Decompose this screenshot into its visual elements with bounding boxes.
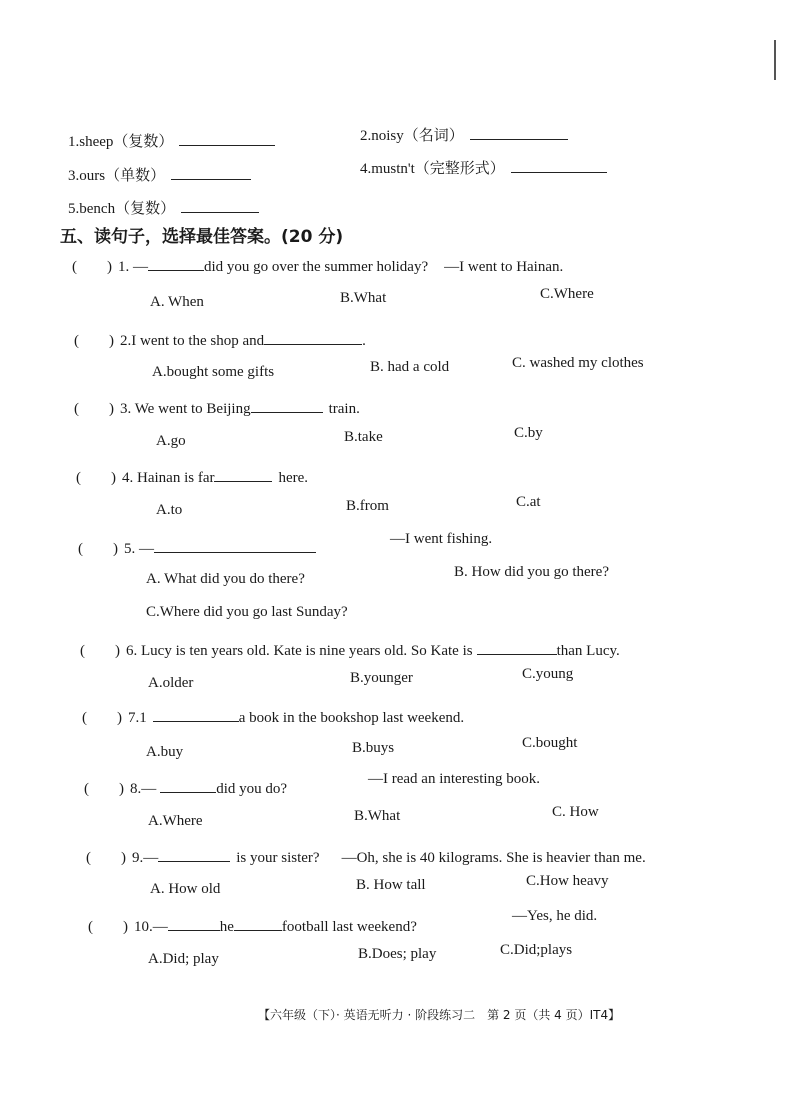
reply-text: —I went fishing. [390, 531, 493, 547]
question-text: 2.I went to the shop and [120, 333, 265, 349]
option-b[interactable]: B.take [344, 429, 383, 445]
option-c[interactable]: C.at [516, 494, 541, 510]
answer-paren[interactable]: ( ) [72, 259, 112, 275]
option-b[interactable]: B. How did you go there? [454, 564, 609, 580]
question-text: did you do? [216, 781, 288, 797]
word-form-5 [68, 197, 259, 218]
reply-text: —I read an interesting book. [368, 771, 541, 787]
answer-blank[interactable] [511, 158, 607, 173]
answer-paren[interactable]: ( ) [88, 919, 128, 935]
question-text: 5. — [124, 541, 154, 557]
reply-text: —I went to Hainan. [444, 259, 564, 275]
option-a[interactable]: A.go [156, 433, 186, 449]
question-6 [80, 640, 620, 660]
question-text: 3. We went to Beijing [120, 401, 251, 417]
answer-blank[interactable] [168, 916, 220, 931]
question-text: 1. — [118, 259, 148, 275]
question-text: 7.1 [128, 710, 147, 726]
option-a[interactable]: A. How old [150, 881, 221, 897]
question-text: a book in the bookshop last weekend. [238, 710, 465, 726]
option-b[interactable]: B.from [346, 498, 389, 514]
question-text: . [362, 333, 366, 349]
reply-text: —Yes, he did. [512, 908, 598, 924]
option-c[interactable]: C.How heavy [526, 873, 609, 889]
option-c[interactable]: C. How [552, 804, 599, 820]
answer-blank[interactable] [234, 916, 282, 931]
question-text: football last weekend? [281, 919, 417, 935]
option-a[interactable]: A.Did; play [148, 951, 219, 967]
question-text: 4. Hainan is far [122, 470, 215, 486]
option-b[interactable]: B.What [354, 808, 401, 824]
option-a[interactable]: A.older [148, 675, 194, 691]
question-2 [74, 330, 366, 350]
option-c[interactable]: C.young [522, 666, 574, 682]
answer-paren[interactable]: ( ) [80, 643, 120, 659]
page-edge-mark [774, 40, 776, 80]
question-5 [78, 538, 316, 558]
word-form-1 [68, 130, 275, 151]
question-text: 6. Lucy is ten years old. Kate is nine years old. So Kate is [126, 643, 473, 659]
word-form-label: 3.ours（单数） [68, 168, 166, 184]
option-b[interactable]: B.buys [352, 740, 395, 756]
word-form-label: 4.mustn't（完整形式） [360, 161, 505, 177]
answer-blank[interactable] [251, 398, 323, 413]
word-form-label: 2.noisy（名词） [360, 128, 464, 144]
word-form-3 [68, 164, 251, 185]
answer-paren[interactable]: ( ) [74, 401, 114, 417]
answer-blank[interactable] [214, 467, 272, 482]
question-text: 8.— [130, 781, 157, 797]
option-b[interactable]: B. had a cold [370, 359, 450, 375]
option-c[interactable]: C.Where did you go last Sunday? [146, 604, 348, 620]
question-9 [86, 847, 646, 867]
word-form-label: 5.bench（复数） [68, 201, 176, 217]
option-a[interactable]: A.buy [146, 744, 184, 760]
answer-blank[interactable] [171, 165, 251, 180]
option-c[interactable]: C.Where [540, 286, 594, 302]
question-4 [76, 467, 308, 487]
question-text: here. [278, 470, 309, 486]
answer-paren[interactable]: ( ) [86, 850, 126, 866]
question-8 [84, 778, 287, 798]
word-form-4 [360, 157, 607, 178]
option-b[interactable]: B.younger [350, 670, 413, 686]
page-footer: 【六年级（下）· 英语无听力 · 阶段练习二 第 2 页（共 4 页）IT4】 [258, 1008, 621, 1022]
option-a[interactable]: A.to [156, 502, 183, 518]
question-text: did you go over the summer holiday? [204, 259, 429, 275]
answer-blank[interactable] [181, 198, 259, 213]
answer-blank[interactable] [470, 125, 568, 140]
word-form-label: 1.sheep（复数） [68, 134, 174, 150]
option-b[interactable]: B.What [340, 290, 387, 306]
answer-blank[interactable] [154, 538, 316, 553]
question-text: 10.— [134, 919, 168, 935]
answer-paren[interactable]: ( ) [78, 541, 118, 557]
answer-paren[interactable]: ( ) [74, 333, 114, 349]
question-text: than Lucy. [556, 643, 620, 659]
section-title: 五、读句子，选择最佳答案。(20 分) [60, 227, 344, 247]
option-c[interactable]: C.Did;plays [500, 942, 573, 958]
answer-blank[interactable] [160, 778, 216, 793]
option-a[interactable]: A. What did you do there? [146, 571, 305, 587]
answer-blank[interactable] [264, 330, 362, 345]
option-b[interactable]: B.Does; play [358, 946, 437, 962]
answer-blank[interactable] [158, 847, 230, 862]
answer-paren[interactable]: ( ) [84, 781, 124, 797]
question-text: 9.— [132, 850, 159, 866]
word-form-2 [360, 124, 568, 145]
option-c[interactable]: C. washed my clothes [512, 355, 644, 371]
option-c[interactable]: C.bought [522, 735, 578, 751]
option-b[interactable]: B. How tall [356, 877, 426, 893]
question-10 [88, 916, 417, 936]
answer-blank[interactable] [148, 256, 204, 271]
answer-blank[interactable] [477, 640, 557, 655]
question-3 [74, 398, 360, 418]
answer-blank[interactable] [153, 707, 239, 722]
reply-text: —Oh, she is 40 kilograms. She is heavier than me. [341, 850, 646, 866]
question-1 [72, 256, 563, 276]
question-text: he [219, 919, 234, 935]
option-a[interactable]: A. When [150, 294, 204, 310]
question-7 [82, 707, 464, 727]
question-text: train. [328, 401, 360, 417]
answer-blank[interactable] [179, 131, 275, 146]
option-a[interactable]: A.bought some gifts [152, 364, 275, 380]
answer-paren[interactable]: ( ) [82, 710, 122, 726]
answer-paren[interactable]: ( ) [76, 470, 116, 486]
option-a[interactable]: A.Where [148, 813, 203, 829]
question-text: is your sister? [236, 850, 320, 866]
option-c[interactable]: C.by [514, 425, 543, 441]
